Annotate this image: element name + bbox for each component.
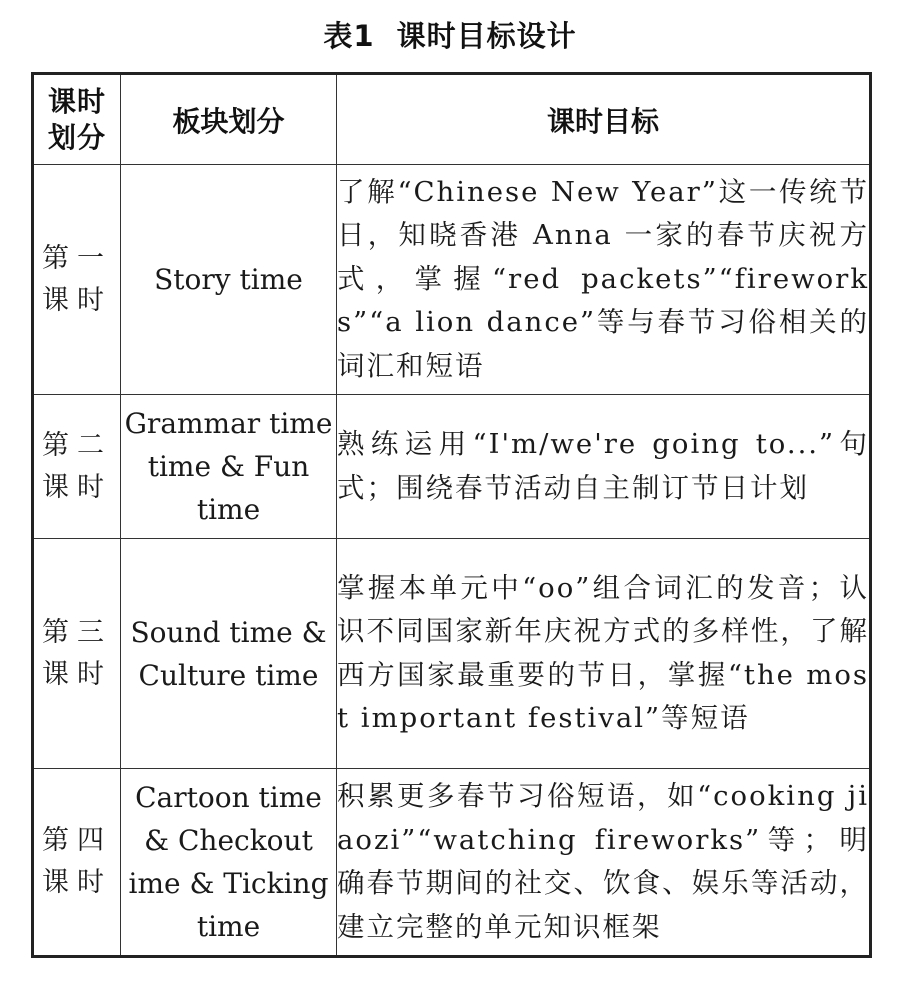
section-cell: Sound time & Culture time xyxy=(121,539,337,769)
table-row xyxy=(33,395,871,539)
section-cell: Story time xyxy=(121,165,337,395)
goal-cell: 积累更多春节习俗短语，如“cooking jiaozi”“watching fireworks”等；明确春节期间的社交、饮食、娱乐等活动，建立完整的单元知识框架 xyxy=(337,769,871,957)
table-caption xyxy=(0,14,900,55)
table-row xyxy=(33,539,871,769)
lesson-period-cell: 第三课时 xyxy=(33,539,121,769)
table-row xyxy=(33,769,871,957)
table-row xyxy=(33,165,871,395)
lesson-period-cell: 第四课时 xyxy=(33,769,121,957)
section-cell: Cartoon time & Checkout ime & Ticking time xyxy=(121,769,337,957)
table-number: 表1 xyxy=(323,19,375,53)
table-title: 课时目标设计 xyxy=(396,19,577,53)
header-lesson-period: 课时划分 xyxy=(33,74,121,165)
goal-cell: 了解“Chinese New Year”这一传统节日，知晓香港 Anna 一家的春节庆祝方式，掌握“red packets”“fireworks”“a lion dance”等与春节习俗相关的词汇和短语 xyxy=(337,165,871,395)
goal-cell: 熟练运用“I'm/we're going to...”句式；围绕春节活动自主制订节日计划 xyxy=(337,395,871,539)
lesson-goals-table xyxy=(31,72,872,958)
goal-cell: 掌握本单元中“oo”组合词汇的发音；认识不同国家新年庆祝方式的多样性，了解西方国家最重要的节日，掌握“the most important festival”等短语 xyxy=(337,539,871,769)
table-header-row xyxy=(33,74,871,165)
section-cell: Grammar time time & Fun time xyxy=(121,395,337,539)
header-section: 板块划分 xyxy=(121,74,337,165)
lesson-period-cell: 第一课时 xyxy=(33,165,121,395)
header-lesson-goal: 课时目标 xyxy=(337,74,871,165)
lesson-period-cell: 第二课时 xyxy=(33,395,121,539)
